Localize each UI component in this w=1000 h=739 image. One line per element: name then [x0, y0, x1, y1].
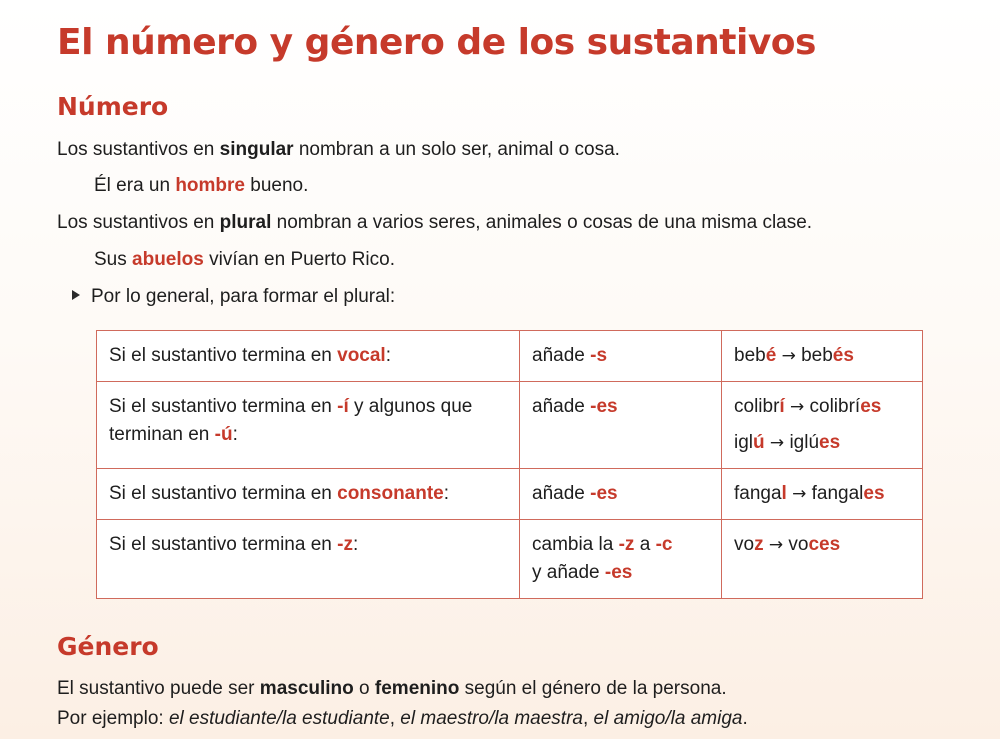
example-ending: ú	[753, 432, 765, 453]
singular-example-word: hombre	[175, 175, 246, 196]
action-suffix: -es	[590, 396, 618, 417]
action-text: añade	[532, 396, 591, 417]
action-suffix: -es	[590, 483, 618, 504]
rule-text: Si el sustantivo termina en	[109, 534, 338, 555]
genero-example-3: el amigo/la amiga	[593, 708, 743, 729]
rule-key: vocal	[337, 345, 386, 366]
table-row	[97, 382, 923, 469]
example-cell	[722, 382, 923, 469]
table-row	[97, 331, 923, 382]
example-ending: é	[765, 345, 777, 366]
genero-definition-mid: o	[353, 678, 375, 699]
plural-term: plural	[219, 212, 272, 233]
example-ending: z	[754, 534, 764, 555]
example	[734, 393, 910, 421]
action-text-mid: a	[634, 534, 656, 555]
table-row	[97, 520, 923, 599]
example-cell	[722, 331, 923, 382]
example-stem: colibr	[734, 396, 780, 417]
rule-cell	[97, 469, 520, 520]
example	[734, 429, 910, 457]
example-cell	[722, 469, 923, 520]
rule-key: consonante	[337, 483, 444, 504]
action-suffix: -es	[604, 562, 633, 583]
singular-term: singular	[219, 139, 294, 160]
triangle-bullet-icon	[72, 290, 80, 300]
plural-definition-text: Los sustantivos en	[57, 212, 220, 233]
example-plural-stem: fangal	[811, 483, 864, 504]
singular-definition-rest: nombran a un solo ser, animal o cosa.	[293, 139, 620, 160]
singular-definition	[57, 138, 620, 162]
plural-definition	[57, 211, 812, 235]
arrow-icon: →	[789, 397, 805, 417]
example-plural-stem: iglú	[789, 432, 820, 453]
example-plural-ending: es	[860, 396, 882, 417]
example	[734, 480, 910, 508]
example-ending: l	[781, 483, 787, 504]
example-stem: fanga	[734, 483, 782, 504]
example-plural-ending: es	[863, 483, 885, 504]
rule-cell	[97, 331, 520, 382]
plural-example-word: abuelos	[132, 249, 204, 270]
example	[734, 342, 910, 370]
singular-example	[94, 174, 308, 198]
table-row	[97, 469, 923, 520]
arrow-icon: →	[768, 535, 784, 555]
femenino-term: femenino	[374, 678, 460, 699]
action-text: cambia la	[532, 534, 619, 555]
example	[734, 531, 910, 559]
section-heading-genero: Género	[57, 632, 159, 661]
section-heading-numero: Número	[57, 92, 169, 121]
plural-definition-rest: nombran a varios seres, animales o cosas de una misma clase.	[271, 212, 813, 233]
genero-definition-rest: según el género de la persona.	[459, 678, 727, 699]
example-stem: igl	[734, 432, 754, 453]
bullet-text: Por lo general, para formar el plural:	[91, 286, 396, 307]
singular-example-rest: bueno.	[245, 175, 309, 196]
genero-example-2: el maestro/la maestra	[400, 708, 583, 729]
example-stem: vo	[734, 534, 755, 555]
example-plural-stem: colibrí	[809, 396, 861, 417]
example-plural-stem: beb	[801, 345, 833, 366]
arrow-icon: →	[792, 484, 807, 504]
rule-cell	[97, 520, 520, 599]
plural-example-text: Sus	[94, 249, 133, 270]
genero-example-label: Por ejemplo:	[57, 708, 169, 729]
singular-example-text: Él era un	[94, 175, 176, 196]
example-cell	[722, 520, 923, 599]
rule-text-end: :	[352, 534, 359, 555]
plural-rules-table	[96, 330, 923, 599]
action-cell	[520, 382, 722, 469]
genero-example	[57, 707, 748, 731]
rule-text: Si el sustantivo termina en	[109, 396, 338, 417]
example-stem: beb	[734, 345, 766, 366]
bullet-item	[72, 285, 395, 309]
action-key-2: -c	[655, 534, 673, 555]
example-plural-ending: és	[832, 345, 854, 366]
arrow-icon: →	[769, 433, 785, 453]
action-cell	[520, 520, 722, 599]
plural-example-rest: vivían en Puerto Rico.	[203, 249, 395, 270]
genero-definition	[57, 677, 727, 701]
arrow-icon: →	[781, 346, 796, 366]
separator: ,	[582, 708, 594, 729]
example-plural-ending: ces	[808, 534, 841, 555]
action-text-2: y añade	[532, 562, 605, 583]
rule-text-mid: y algunos que terminan en	[109, 396, 473, 445]
genero-example-1: el estudiante/la estudiante	[168, 708, 390, 729]
rule-text: Si el sustantivo termina en	[109, 345, 338, 366]
rule-text-end: :	[232, 424, 238, 445]
action-text: añade	[532, 345, 591, 366]
masculino-term: masculino	[259, 678, 354, 699]
rule-text-end: :	[385, 345, 391, 366]
plural-example	[94, 248, 395, 272]
separator: ,	[389, 708, 401, 729]
rule-text: Si el sustantivo termina en	[109, 483, 338, 504]
genero-definition-text: El sustantivo puede ser	[57, 678, 260, 699]
example-ending: í	[779, 396, 785, 417]
page-title: El número y género de los sustantivos	[57, 22, 816, 63]
rule-text-end: :	[443, 483, 450, 504]
rule-key-2: -ú	[214, 424, 233, 445]
action-text: añade	[532, 483, 591, 504]
action-cell	[520, 469, 722, 520]
singular-definition-text: Los sustantivos en	[57, 139, 220, 160]
example-plural-ending: es	[819, 432, 841, 453]
example-plural-stem: vo	[788, 534, 809, 555]
genero-example-end: .	[742, 708, 748, 729]
rule-key: -í	[337, 396, 349, 417]
action-key: -z	[618, 534, 635, 555]
rule-key: -z	[337, 534, 353, 555]
rule-cell	[97, 382, 520, 469]
action-cell	[520, 331, 722, 382]
action-suffix: -s	[590, 345, 608, 366]
